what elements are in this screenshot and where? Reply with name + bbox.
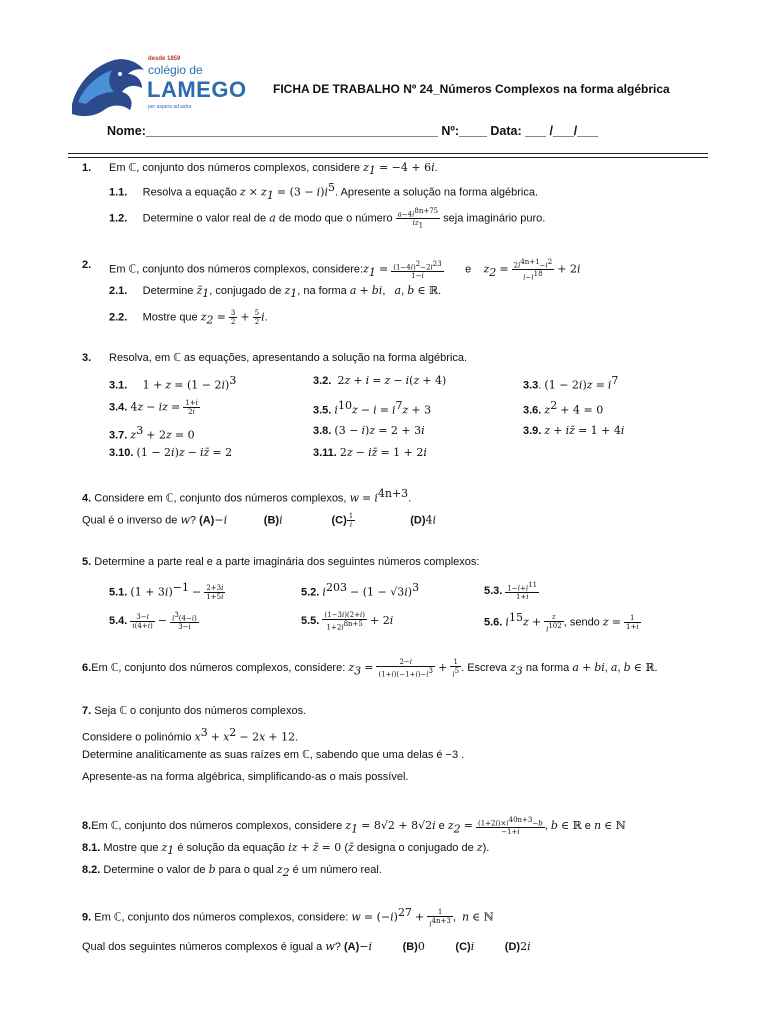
logo-since-text: desde 1859	[148, 56, 181, 62]
student-info-line: Nome:__________________________________________ Nº:____ Data: ___ /___/___	[107, 124, 599, 138]
header-divider-bottom	[68, 157, 708, 158]
exercise-q2: 2.	[82, 259, 92, 271]
exercise-q5-5: 5.5. $\frac{(1-3i)(2+i)}{1+2i^{8n+5}}$ + 2i	[301, 611, 394, 632]
exercise-q5: 5. Determine a parte real e a parte imaginária dos seguintes números complexos:	[82, 556, 480, 568]
exercise-q8-1: 8.1. Mostre que $z_1$ é solução da equação iz + z̄ = 0 (z̄ designa o conjugado de z).	[82, 841, 490, 858]
exercise-q4-q: Qual é o inverso de w? (A)−i (B)i (C) $\frac{1}{i}$ (D)4i	[82, 512, 437, 529]
exercise-q4: 4. Considere em ℂ, conjunto dos números complexos, $w = i^{4n+3}$.	[82, 487, 412, 505]
exercise-q3-text: Resolva, em ℂ as equações, apresentando a solução na forma algébrica.	[109, 352, 468, 364]
exercise-q7-b: Determine analiticamente as suas raízes em ℂ, sabendo que uma delas é −3 .	[82, 749, 465, 761]
exercise-q2-2: 2.2. Mostre que $z_2$ = $\frac{3}{2}$ + $\frac{5}{2}$ i.	[109, 309, 268, 327]
exercise-q3-2: 3.2. 2z + i = z − i(z + 4)	[313, 374, 447, 387]
exercise-q9: 9. Em ℂ, conjunto dos números complexos, considere: $w = (-i)^{27}$ + $\frac{1}{i^{4n+3}}$ , n ∈ ℕ	[82, 906, 494, 928]
exercise-q6: 6.Em ℂ, conjunto dos números complexos, considere: $z_3$ = $\frac{2-i}{(1+i)(-1+i)-i^3}$ + $\frac{1}{i^5}$ . Escreva $z_3$ na forma a + bi, a, b ∈ ℝ.	[82, 658, 658, 679]
exercise-q3-10: 3.10. (1 − 2i)z − iz̄ = 2	[109, 446, 233, 459]
logo-name-line1: colégio de	[148, 63, 203, 77]
exercise-q3-6: 3.6. $z^2 + 4 = 0$	[523, 399, 604, 417]
exercise-q3-3: 3.3. $(1 - 2i)z = i^7$	[523, 374, 619, 392]
exercise-q8: 8.Em ℂ, conjunto dos números complexos, considere $z_1 = 8√2 + 8√2i$ e $z_2$ = $\frac{(1+2i)\times i^{40n+3}-b}{-1+i}$ , b ∈ ℝ e n ∈ ℕ	[82, 816, 626, 837]
exercise-q7-a: Considere o polinómio $x^3 + x^2 - 2x + 12$.	[82, 726, 299, 744]
exercise-q5-3: 5.3. $\frac{1-i+i^{11}}{1+i}$	[484, 581, 538, 602]
logo-motto: per aspera ad astra	[148, 104, 192, 110]
header-divider-top	[68, 153, 708, 154]
exercise-q5-6: 5.6. $i^{15}z$ + $\frac{z}{i^{102}}$ , sendo z = $\frac{1}{1+i}$	[484, 611, 639, 633]
logo-name-line2: LAMEGO	[147, 77, 247, 102]
exercise-q1-2: 1.2. Determine o valor real de a de modo que o número $\frac{a-4i^{8n+75}}{iz_1}$ seja imaginário puro.	[109, 207, 546, 230]
exercise-q1: 1.	[82, 162, 92, 174]
worksheet-title: FICHA DE TRABALHO Nº 24_Números Complexos na forma algébrica	[273, 82, 670, 96]
exercise-q7: 7. Seja ℂ o conjunto dos números complexos.	[82, 705, 307, 717]
exercise-q5-2: 5.2. $i^{203} - (1 - √3i)^3$	[301, 581, 420, 599]
exercise-q1-text: Em ℂ, conjunto dos números complexos, considere $z_1 = -4 + 6i$.	[109, 161, 438, 178]
exercise-q2-text: Em ℂ, conjunto dos números complexos, $considere:z_1$ = $\frac{(1-4i)^2-2i^{23}}{1-i}$ e $z_2$ = $\frac{2i^{4n+1}-i^2}{i-i^{18}}$ + 2i	[109, 258, 581, 282]
exercise-q3-7: 3.7. $z^3 + 2z = 0$	[109, 424, 195, 442]
exercise-q3-1: 3.1. $1 + z = (1 - 2i)^3$	[109, 374, 237, 392]
exercise-q1-1: 1.1. Resolva a equação $z \times z_1 = (3 - i)i^5$. Apresente a solução na forma algébrica.	[109, 181, 539, 202]
exercise-q3-4: 3.4. 4z − iz = $\frac{1+i}{2i}$	[109, 399, 198, 416]
exercise-q3-5: 3.5. $i^{10}z - i = i^7z + 3$	[313, 399, 432, 417]
exercise-q3: 3.	[82, 352, 92, 364]
exercise-q5-4: 5.4. $\frac{3-i}{i(4+i)}$ − $\frac{i^3(4-i)}{3-i}$	[109, 611, 197, 632]
exercise-q5-1: 5.1. $(1 + 3i)^{-1}$ − $\frac{2+3i}{1+5i}$	[109, 581, 224, 602]
exercise-q7-c: Apresente-as na forma algébrica, simplificando-as o mais possível.	[82, 771, 409, 783]
exercise-q3-11: 3.11. 2z − iz̄ = 1 + 2i	[313, 446, 427, 459]
exercise-q3-8: 3.8. (3 − i)z = 2 + 3i	[313, 424, 425, 437]
exercise-q3-9: 3.9. z + iz̄ = 1 + 4i	[523, 424, 625, 437]
exercise-q8-2: 8.2. Determine o valor de b para o qual $z_2$ é um número real.	[82, 863, 382, 880]
exercise-q9-q: Qual dos seguintes números complexos é igual a w? (A)−i (B)0 (C)i (D)2i	[82, 940, 531, 953]
exercise-q2-1: 2.1. Determine $z̄_1$, conjugado de $z_1$, na forma a + bi, a, b ∈ ℝ.	[109, 284, 442, 301]
